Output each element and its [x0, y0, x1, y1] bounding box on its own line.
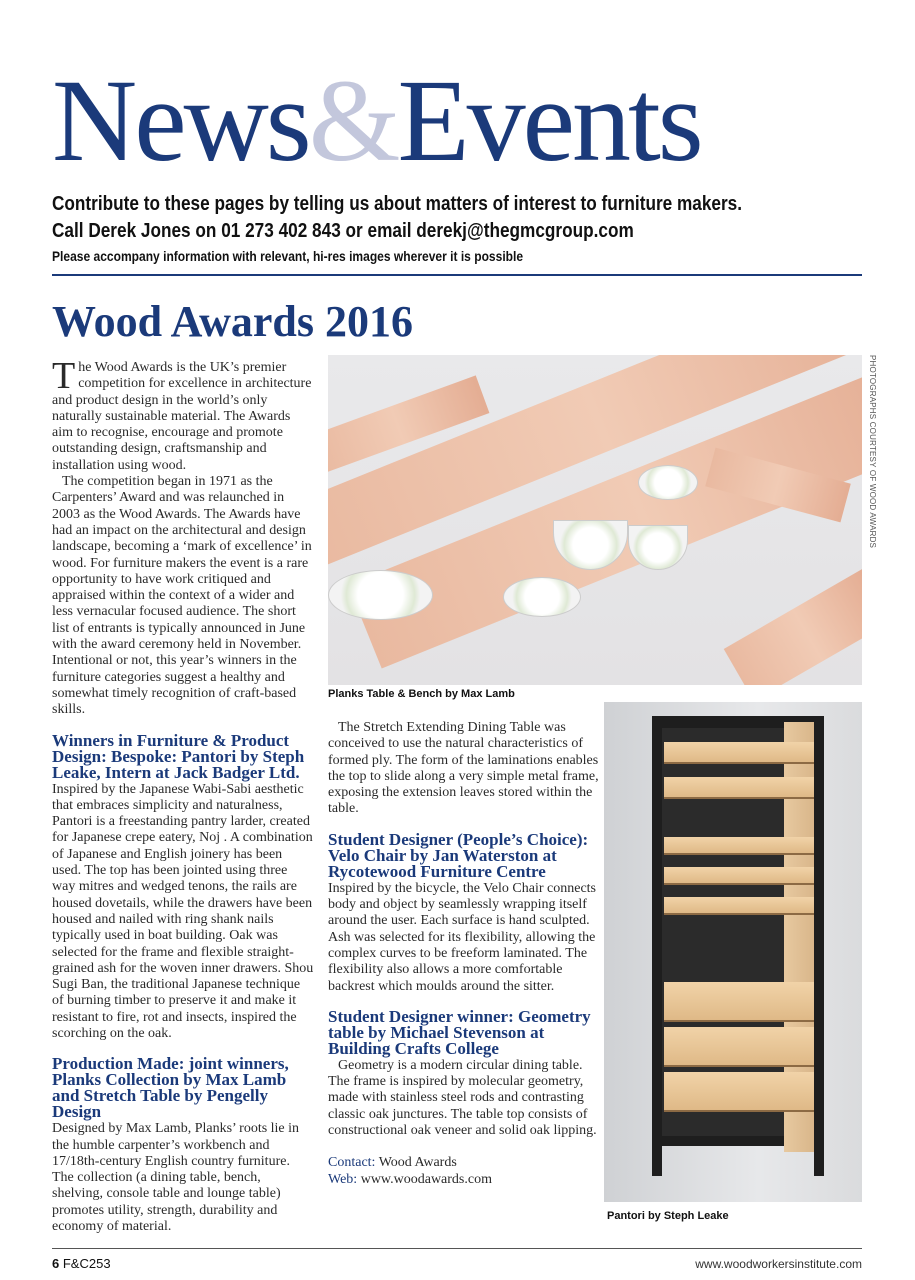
section-heading-peoples-choice: Student Designer (People’s Choice): Velo Chair by Jan Waterston at Rycotewood Furniture Centre	[328, 829, 589, 881]
right-photo-caption: Pantori by Steph Leake	[607, 1210, 729, 1222]
top-photo-caption: Planks Table & Bench by Max Lamb	[328, 688, 515, 700]
section-body-student-winner: Geometry is a modern circular dining table. The frame is inspired by molecular geometry, made with stainless steel rods and contrasting classic oak junctures. The table top consists of constructional oak veneer and solid oak lipping.	[328, 1057, 597, 1139]
section-heading-student-winner: Student Designer winner: Geometry table by Michael Stevenson at Building Crafts College	[328, 1006, 591, 1058]
intro-line-1: Contribute to these pages by telling us about matters of interest to furniture makers.	[52, 193, 743, 215]
intro-line-3: Please accompany information with relevant, hi-res images wherever it is possible	[52, 248, 524, 264]
page-number: 6	[52, 1256, 60, 1271]
footer-page-info	[52, 1256, 111, 1271]
article-column-middle	[328, 720, 604, 1188]
contact-label: Contact:	[328, 1155, 376, 1171]
section-body-production: Designed by Max Lamb, Planks’ roots lie in the humble carpenter’s workbench and 17/18th-century English country furniture. The collection (a dining table, bench, shelving, console table and lounge table) promotes utility, strength, durability and economy of material.	[52, 1121, 300, 1235]
intro-paragraph: he Wood Awards is the UK’s premier competition for excellence in architecture and product design in the world’s only naturally sustainable material. The Awards aim to recognise, encourage and promote outstanding design, craftsmanship and installation using wood.	[52, 360, 312, 473]
article-title: Wood Awards 2016	[52, 297, 414, 346]
section-body-peoples-choice: Inspired by the bicycle, the Velo Chair connects body and object by seamlessly wrapping itself around the user. Each surface is hand sculpted. Ash was selected for its flexibility, allowing the complex curves to be freeform laminated. The flexibility also allows a more comfortable backrest which moulds around the sitter.	[328, 880, 596, 994]
pantori-larder-photo	[604, 702, 862, 1202]
masthead-title	[52, 55, 701, 186]
issue-number: F&C253	[62, 1256, 111, 1271]
photo-credit: PHOTOGRAPHS COURTESY OF WOOD AWARDS	[868, 355, 877, 549]
planks-table-photo	[328, 355, 862, 685]
masthead-ampersand: &	[308, 55, 398, 186]
footer-website[interactable]: www.woodworkersinstitute.com	[695, 1257, 862, 1271]
article-column-left	[52, 355, 314, 1235]
footer-divider	[52, 1248, 862, 1249]
header-divider	[52, 274, 862, 276]
drop-cap: T	[52, 355, 76, 397]
intro-line-2: Call Derek Jones on 01 273 402 843 or email derekj@thegmcgroup.com	[52, 220, 634, 242]
masthead-events: Events	[397, 55, 701, 186]
web-link[interactable]: www.woodawards.com	[360, 1171, 492, 1187]
contact-line	[328, 1155, 604, 1171]
masthead-news: News	[52, 55, 309, 186]
section-body-stretch: The Stretch Extending Dining Table was conceived to use the natural characteristics of formed ply. The form of the laminations enables the top to slide along a very simple metal frame, exposing the extension leaves stored within the table.	[328, 720, 599, 817]
contact-value: Wood Awards	[378, 1155, 457, 1171]
web-label: Web:	[328, 1171, 358, 1187]
section-heading-bespoke: Winners in Furniture & Product Design: Bespoke: Pantori by Steph Leake, Intern at Jack Badger Ltd.	[52, 730, 305, 782]
section-body-bespoke: Inspired by the Japanese Wabi-Sabi aesthetic that embraces simplicity and naturalness, Pantori is a freestanding pantry larder, created for Japanese crepe eatery, Noj . A combination of Japanese and English joinery has been used. The top has been jointed using three way mitres and wedged tenons, the rails are housed dovetails, while the drawers have been housed and nailed with ring shank nails typically used in boat building. Oak was selected for the frame and flexible straight-grained ash for the woven inner drawers. Shou Sugi Ban, the traditional Japanese technique of burning timber to preserve it and make it resistant to fire, rot and insects, inspired the scorching on the oak.	[52, 781, 314, 1041]
history-paragraph: The competition began in 1971 as the Carpenters’ Award and was relaunched in 2003 as the Wood Awards. The Awards have had an impact on the architectural and design landscape, becoming a ‘mark of excellence’ in wood. For furniture makers the event is a rare opportunity to have work critiqued and appraised within the context of a wider and less vernacular focused audience. The short list of entrants is typically announced in June with the award ceremony held in November. Intentional or not, this year’s winners in the furniture categories suggest a healthy and somewhat timely recognition of craft-based skills.	[52, 474, 312, 718]
section-heading-production: Production Made: joint winners, Planks Collection by Max Lamb and Stretch Table by Pengelly Design	[52, 1054, 289, 1122]
web-line	[328, 1172, 604, 1188]
